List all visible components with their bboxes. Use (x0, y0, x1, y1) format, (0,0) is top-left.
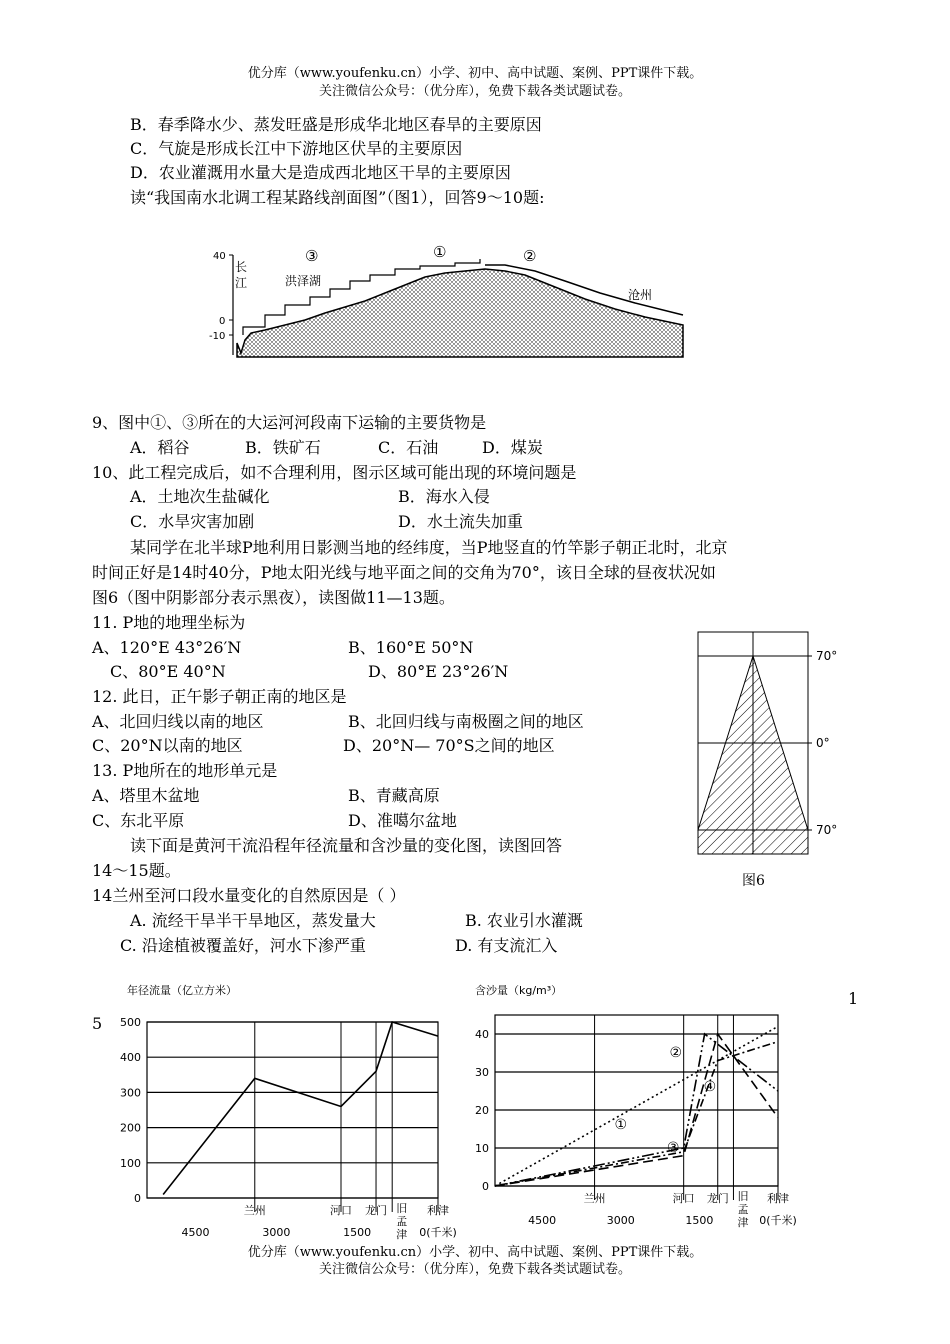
q10-option-d: D．水土流失加重 (398, 512, 523, 531)
x-tick-label: 4500 (181, 1226, 210, 1239)
series-label: ① (614, 1117, 628, 1133)
runoff-chart (105, 980, 457, 1241)
q12-option-c: C、20°N以南的地区 (92, 736, 243, 755)
header-line-2: 关注微信公众号：（优分库），免费下载各类试题试卷。 (318, 84, 631, 99)
q12-option-d: D、20°N— 70°S之间的地区 (343, 736, 555, 755)
page-mark-left: 5 (92, 1014, 103, 1033)
intro-14-15-line-2: 14～15题。 (92, 861, 181, 880)
chart-title: 含沙量（kg/m³） (475, 984, 563, 997)
q14-option-d: D. 有支流汇入 (455, 936, 558, 955)
fig6-label-0: 0° (816, 736, 830, 750)
plot-frame (147, 1022, 438, 1198)
y-tick-label: 200 (120, 1121, 141, 1135)
series-line (495, 1026, 778, 1186)
fig1-y0: 0 (219, 316, 226, 327)
prev-option-d: D．农业灌溉用水量大是造成西北地区干旱的主要原因 (130, 163, 511, 182)
para-11-13-line-1: 某同学在北半球P地利用日影测当地的经纬度，当P地竖直的竹竿影子朝正北时，北京 (130, 538, 728, 557)
footer-line-1: 优分库（www.youfenku.cn）小学、初中、高中试题、案例、PPT课件下载。 (247, 1245, 703, 1260)
q11-option-c: C、80°E 40°N (110, 662, 226, 681)
station-label: 利津 (767, 1192, 789, 1205)
y-tick-label: 20 (475, 1104, 489, 1117)
q9-option-b: B．铁矿石 (245, 438, 321, 457)
x-tick-label: 3000 (262, 1226, 291, 1239)
q9-stem: 9、图中①、③所在的大运河河段南下运输的主要货物是 (92, 413, 487, 432)
y-tick-label: 500 (120, 1016, 141, 1029)
q11-option-a: A、120°E 43°26′N (92, 638, 242, 657)
label-changjiang-2: 江 (235, 276, 248, 290)
header-line-1: 优分库（www.youfenku.cn）小学、初中、高中试题、案例、PPT课件下载。 (247, 66, 703, 81)
x-tick-label: 4500 (528, 1214, 557, 1227)
intro-14-15-line-1: 读下面是黄河干流沿程年径流量和含沙量的变化图，读图回答 (130, 836, 563, 855)
mark-1: ① (433, 243, 447, 261)
label-hongze: 洪泽湖 (285, 274, 322, 288)
station-label: 利津 (427, 1204, 449, 1217)
q10-option-a: A．土地次生盐碱化 (130, 487, 270, 506)
series-label: ④ (703, 1079, 717, 1095)
station-label: 孟 (396, 1215, 408, 1228)
para-11-13-line-2: 时间正好是14时40分，P地太阳光线与地平面之间的交角为70°，该日全球的昼夜状况如 (92, 563, 716, 582)
y-tick-label: 300 (120, 1086, 141, 1100)
station-label: 津 (737, 1216, 749, 1229)
station-label: 旧 (396, 1202, 408, 1215)
intro-9-10: 读“我国南水北调工程某路线剖面图”（图1），回答9～10题: (130, 188, 545, 207)
station-label: 河口 (672, 1192, 695, 1205)
label-changjiang-1: 长 (235, 260, 248, 274)
series-line (495, 1042, 778, 1186)
series-label: ③ (666, 1139, 680, 1156)
q14-option-c: C. 沿途植被覆盖好，河水下渗严重 (120, 936, 366, 955)
y-tick-label: 40 (475, 1028, 489, 1041)
figure-1-profile (205, 235, 695, 365)
label-cangzhou: 沧州 (628, 288, 653, 302)
x-tick-label: 0(千米) (419, 1226, 457, 1239)
mark-3: ③ (305, 247, 319, 265)
q13-stem: 13. P地所在的地形单元是 (92, 761, 278, 780)
para-11-13-line-3: 图6（图中阴影部分表示黑夜），读图做11—13题。 (92, 588, 455, 607)
q11-option-b: B、160°E 50°N (348, 638, 474, 657)
station-label: 津 (396, 1228, 408, 1241)
q13-option-d: D、准噶尔盆地 (348, 811, 457, 830)
footer-line-2: 关注微信公众号：（优分库），免费下载各类试题试卷。 (318, 1262, 631, 1277)
y-tick-label: 10 (475, 1142, 489, 1155)
fig6-caption: 图6 (742, 873, 765, 889)
q10-stem: 10、此工程完成后，如不合理利用，图示区域可能出现的环境问题是 (92, 463, 577, 482)
q14-option-b: B. 农业引水灌溉 (465, 911, 583, 930)
y-tick-label: 0 (482, 1180, 489, 1193)
x-tick-label: 1500 (685, 1214, 714, 1227)
q10-option-b: B．海水入侵 (398, 487, 490, 506)
q11-option-d: D、80°E 23°26′N (368, 662, 509, 681)
x-tick-label: 0(千米) (759, 1214, 797, 1227)
y-tick-label: 100 (120, 1156, 141, 1170)
x-tick-label: 3000 (606, 1214, 635, 1227)
station-label: 孟 (737, 1203, 749, 1216)
chart-title: 年径流量（亿立方米） (127, 984, 237, 997)
fig6-label-70n: 70° (816, 649, 838, 663)
fig6-label-70s: 70° (816, 823, 838, 837)
q14-stem: 14兰州至河口段水量变化的自然原因是（ ） (92, 886, 406, 905)
plot-frame (495, 1015, 778, 1186)
q10-option-c: C．水旱灾害加剧 (130, 512, 255, 531)
fig1-ym10: -10 (209, 331, 226, 342)
series-label: ② (669, 1044, 683, 1061)
y-tick-label: 30 (475, 1066, 489, 1079)
q13-option-a: A、塔里木盆地 (92, 786, 200, 805)
station-label: 龙门 (706, 1192, 729, 1205)
x-tick-label: 1500 (343, 1226, 372, 1239)
station-label: 旧 (737, 1190, 749, 1203)
station-label: 龙门 (365, 1204, 388, 1217)
station-label: 河口 (330, 1204, 352, 1217)
q12-option-b: B、北回归线与南极圈之间的地区 (348, 712, 584, 731)
station-label: 兰州 (583, 1192, 606, 1205)
q14-option-a: A. 流经干旱半干旱地区，蒸发量大 (130, 911, 376, 930)
q13-option-b: B、青藏高原 (348, 786, 440, 805)
series-line (163, 1022, 438, 1194)
figure-6-day-night (690, 628, 850, 860)
sediment-chart (465, 980, 840, 1230)
q9-option-a: A．稻谷 (130, 438, 190, 457)
y-tick-label: 0 (134, 1192, 141, 1205)
page-mark-right: 1 (848, 989, 859, 1008)
q9-option-d: D．煤炭 (482, 438, 543, 457)
q9-option-c: C．石油 (378, 438, 439, 457)
prev-option-c: C．气旋是形成长江中下游地区伏旱的主要原因 (130, 139, 463, 158)
q12-stem: 12. 此日，正午影子朝正南的地区是 (92, 687, 347, 706)
mark-2: ② (523, 247, 537, 265)
station-label: 兰州 (243, 1204, 266, 1217)
fig1-y40: 40 (213, 251, 226, 262)
y-tick-label: 400 (120, 1051, 141, 1065)
prev-option-b: B．春季降水少、蒸发旺盛是形成华北地区春旱的主要原因 (130, 115, 542, 134)
q12-option-a: A、北回归线以南的地区 (92, 712, 264, 731)
q13-option-c: C、东北平原 (92, 811, 185, 830)
q11-stem: 11. P地的地理坐标为 (92, 613, 246, 632)
